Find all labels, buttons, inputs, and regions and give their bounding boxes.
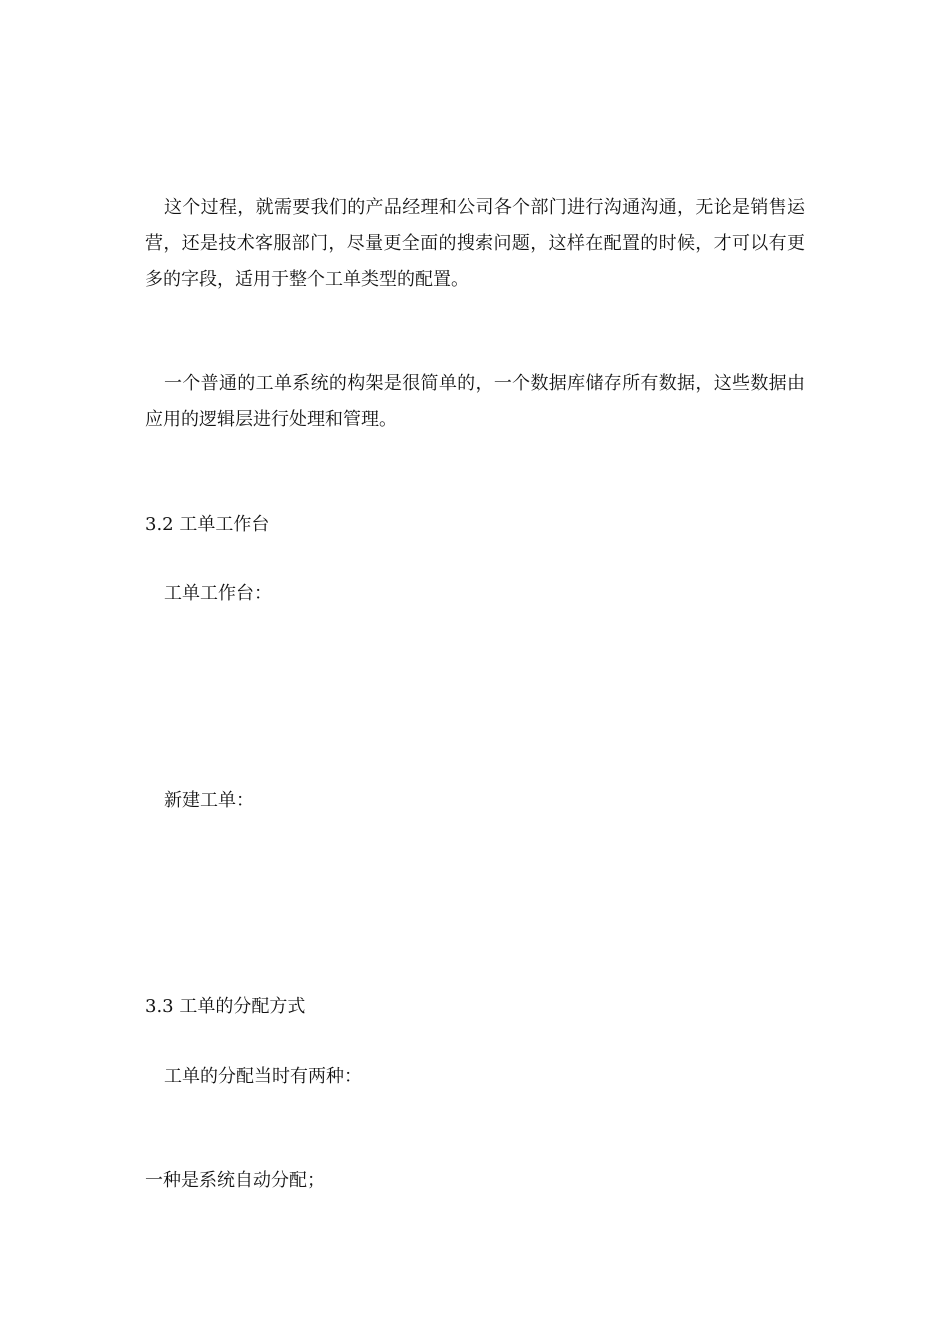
- section-heading-3-3: 3.3 工单的分配方式: [145, 996, 306, 1017]
- paragraph-process-communication: 这个过程，就需要我们的产品经理和公司各个部门进行沟通沟通，无论是销售运营，还是技术客服部门，尽量更全面的搜索问题，这样在配置的时候，才可以有更多的字段，适用于整个工单类型的配置。: [145, 197, 805, 290]
- paragraph-ticket-architecture: 一个普通的工单系统的构架是很简单的，一个数据库储存所有数据，这些数据由应用的逻辑层进行处理和管理。: [145, 373, 805, 430]
- ticket-workbench-label: 工单工作台：: [164, 583, 272, 604]
- new-ticket-label: 新建工单：: [164, 790, 254, 811]
- assignment-methods-intro: 工单的分配当时有两种：: [164, 1066, 362, 1087]
- section-heading-3-2: 3.2 工单工作台: [145, 514, 270, 535]
- auto-assignment-item: 一种是系统自动分配；: [145, 1170, 325, 1191]
